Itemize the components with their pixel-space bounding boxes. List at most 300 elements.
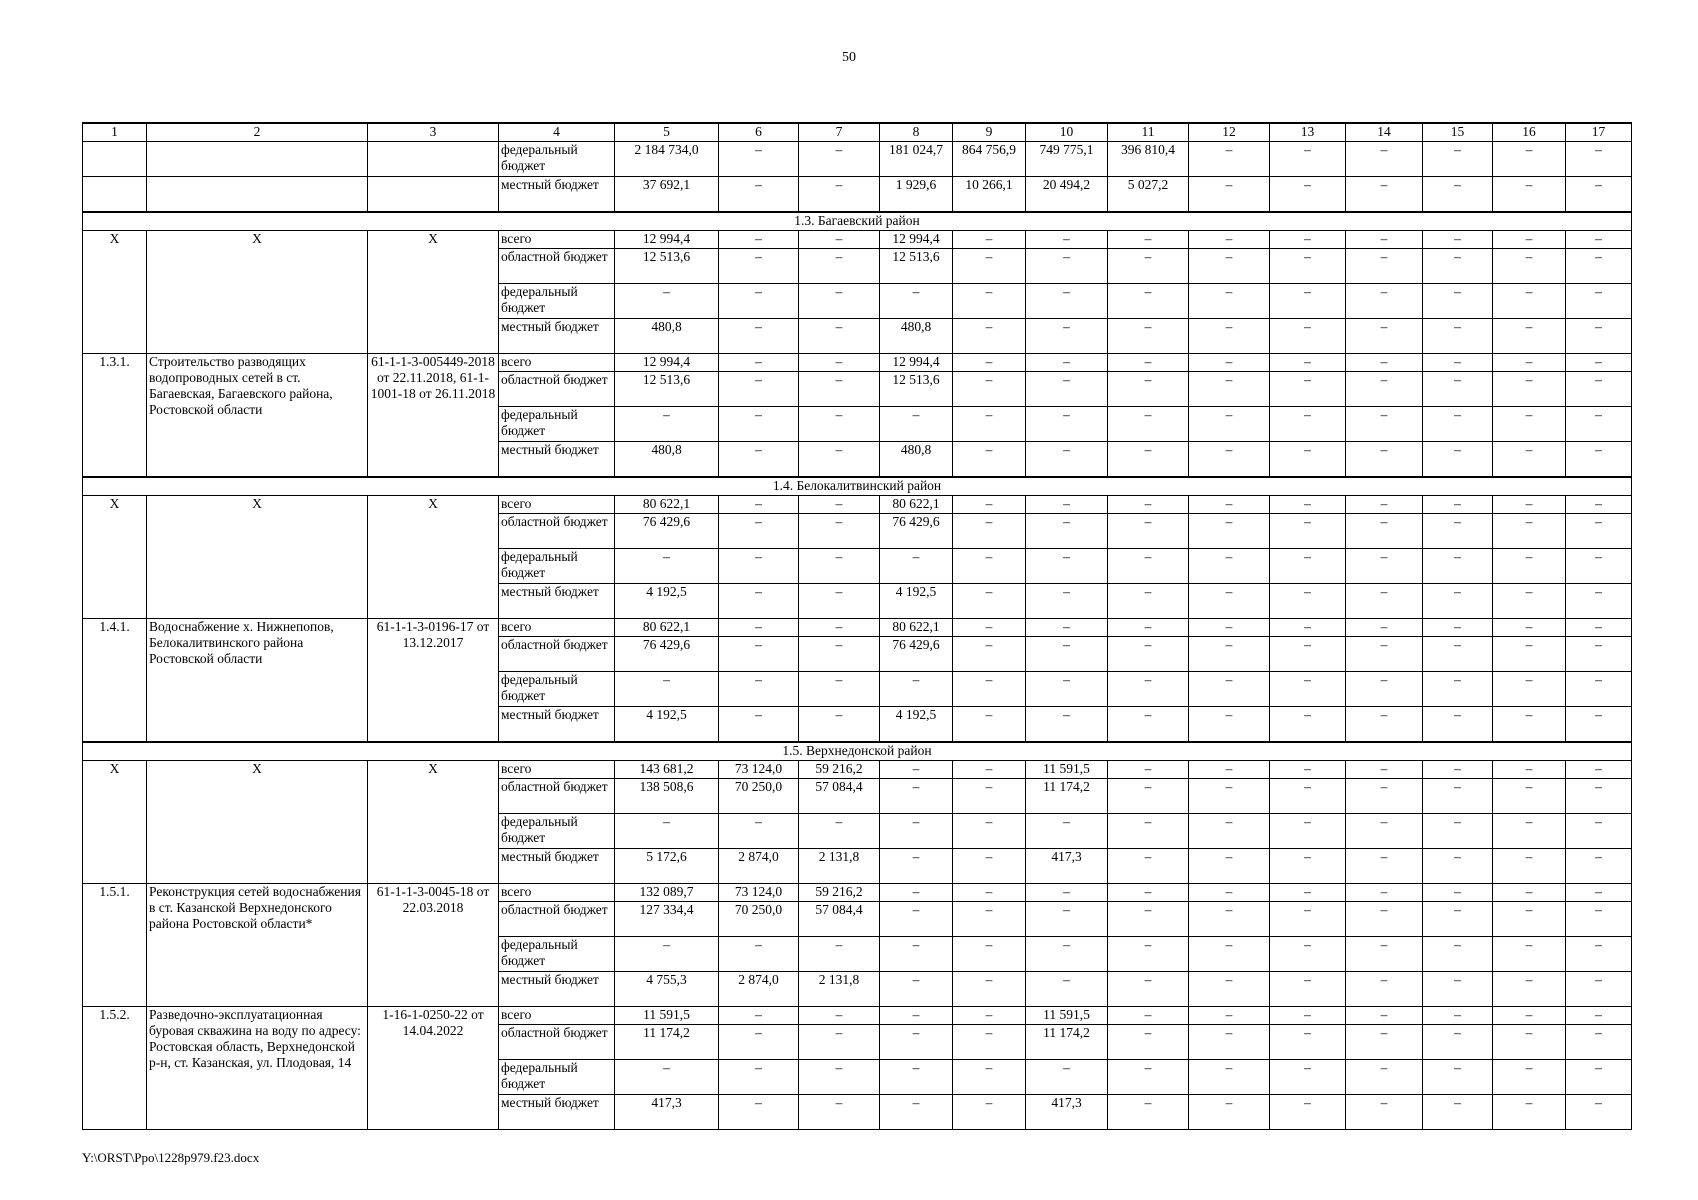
value-cell: – xyxy=(1270,849,1346,884)
value-cell: – xyxy=(615,814,719,849)
value-cell: – xyxy=(1566,937,1632,972)
value-cell: – xyxy=(1423,637,1493,672)
table-row xyxy=(83,619,1632,637)
document-reference: Х xyxy=(368,761,499,884)
value-cell: – xyxy=(1108,514,1189,549)
value-cell: – xyxy=(1108,372,1189,407)
value-cell: – xyxy=(1346,884,1423,902)
value-cell: – xyxy=(719,142,799,177)
value-cell: – xyxy=(799,407,880,442)
column-number: 7 xyxy=(799,123,880,142)
value-cell: – xyxy=(953,496,1026,514)
value-cell: – xyxy=(719,514,799,549)
value-cell: – xyxy=(1189,496,1270,514)
value-cell: 11 174,2 xyxy=(1026,1025,1108,1060)
value-cell: – xyxy=(1108,884,1189,902)
value-cell: – xyxy=(799,937,880,972)
value-cell: 11 591,5 xyxy=(1026,761,1108,779)
object-name: Х xyxy=(147,761,368,884)
value-cell: – xyxy=(1108,972,1189,1007)
value-cell: 181 024,7 xyxy=(880,142,953,177)
value-cell: – xyxy=(1026,1060,1108,1095)
value-cell: – xyxy=(953,1007,1026,1025)
value-cell: – xyxy=(1270,496,1346,514)
column-number: 1 xyxy=(83,123,147,142)
value-cell: – xyxy=(1493,442,1566,478)
value-cell: 37 692,1 xyxy=(615,177,719,213)
value-cell: – xyxy=(1566,637,1632,672)
value-cell: – xyxy=(1493,231,1566,249)
section-title: 1.3. Багаевский район xyxy=(83,212,1632,231)
value-cell: – xyxy=(799,549,880,584)
value-cell: – xyxy=(799,284,880,319)
funding-source: местный бюджет xyxy=(499,584,615,619)
value-cell: – xyxy=(615,1060,719,1095)
value-cell: – xyxy=(1189,972,1270,1007)
value-cell: – xyxy=(1189,672,1270,707)
value-cell: 70 250,0 xyxy=(719,902,799,937)
value-cell: – xyxy=(1566,549,1632,584)
funding-source: федеральный бюджет xyxy=(499,814,615,849)
value-cell: – xyxy=(1189,937,1270,972)
value-cell: – xyxy=(1346,549,1423,584)
value-cell: – xyxy=(1423,584,1493,619)
value-cell: 864 756,9 xyxy=(953,142,1026,177)
value-cell: – xyxy=(1108,779,1189,814)
value-cell: – xyxy=(1423,142,1493,177)
column-number: 14 xyxy=(1346,123,1423,142)
value-cell: – xyxy=(799,514,880,549)
value-cell: – xyxy=(799,1025,880,1060)
value-cell: – xyxy=(880,672,953,707)
funding-source: федеральный бюджет xyxy=(499,672,615,707)
value-cell: 127 334,4 xyxy=(615,902,719,937)
section-title: 1.5. Верхнедонской район xyxy=(83,742,1632,761)
value-cell: – xyxy=(953,284,1026,319)
funding-source: всего xyxy=(499,354,615,372)
value-cell: – xyxy=(1346,372,1423,407)
value-cell: – xyxy=(1346,619,1423,637)
value-cell: – xyxy=(1346,1060,1423,1095)
value-cell: – xyxy=(1423,284,1493,319)
column-number: 16 xyxy=(1493,123,1566,142)
value-cell: – xyxy=(953,972,1026,1007)
value-cell: – xyxy=(953,779,1026,814)
value-cell: – xyxy=(1423,496,1493,514)
value-cell: 417,3 xyxy=(1026,1095,1108,1130)
value-cell: 11 591,5 xyxy=(615,1007,719,1025)
value-cell: – xyxy=(1108,814,1189,849)
value-cell: – xyxy=(1566,354,1632,372)
value-cell: – xyxy=(1493,849,1566,884)
value-cell: – xyxy=(1026,319,1108,354)
column-number: 8 xyxy=(880,123,953,142)
document-reference: 61-1-1-3-0045-18 от 22.03.2018 xyxy=(368,884,499,1007)
value-cell: – xyxy=(799,372,880,407)
value-cell: – xyxy=(719,1025,799,1060)
value-cell: – xyxy=(1566,1025,1632,1060)
value-cell: – xyxy=(1493,1007,1566,1025)
value-cell: – xyxy=(1026,284,1108,319)
empty-cell xyxy=(147,177,368,213)
value-cell: – xyxy=(799,354,880,372)
value-cell: – xyxy=(719,407,799,442)
value-cell: – xyxy=(1270,1060,1346,1095)
value-cell: – xyxy=(1346,849,1423,884)
value-cell: – xyxy=(1566,672,1632,707)
value-cell: – xyxy=(1566,761,1632,779)
value-cell: – xyxy=(1108,707,1189,743)
column-number: 6 xyxy=(719,123,799,142)
column-number: 15 xyxy=(1423,123,1493,142)
value-cell: – xyxy=(1026,354,1108,372)
value-cell: – xyxy=(880,1025,953,1060)
value-cell: – xyxy=(1423,761,1493,779)
value-cell: 4 192,5 xyxy=(880,584,953,619)
funding-source: всего xyxy=(499,1007,615,1025)
value-cell: – xyxy=(953,372,1026,407)
document-reference: Х xyxy=(368,496,499,619)
funding-source: местный бюджет xyxy=(499,319,615,354)
value-cell: – xyxy=(1346,354,1423,372)
value-cell: – xyxy=(953,549,1026,584)
value-cell: – xyxy=(1493,354,1566,372)
value-cell: – xyxy=(1108,549,1189,584)
value-cell: – xyxy=(615,549,719,584)
value-cell: – xyxy=(1566,372,1632,407)
value-cell: – xyxy=(1026,972,1108,1007)
empty-cell xyxy=(83,142,147,177)
funding-source: федеральный бюджет xyxy=(499,1060,615,1095)
value-cell: – xyxy=(1423,354,1493,372)
value-cell: 480,8 xyxy=(615,319,719,354)
value-cell: 76 429,6 xyxy=(615,514,719,549)
value-cell: – xyxy=(1346,761,1423,779)
empty-cell xyxy=(83,177,147,213)
value-cell: – xyxy=(1423,902,1493,937)
value-cell: – xyxy=(1108,1095,1189,1130)
value-cell: – xyxy=(719,672,799,707)
value-cell: 4 192,5 xyxy=(880,707,953,743)
value-cell: – xyxy=(953,354,1026,372)
value-cell: – xyxy=(1493,814,1566,849)
value-cell: – xyxy=(1108,231,1189,249)
value-cell: – xyxy=(1108,937,1189,972)
value-cell: – xyxy=(799,707,880,743)
value-cell: – xyxy=(1566,407,1632,442)
value-cell: – xyxy=(1493,937,1566,972)
value-cell: 57 084,4 xyxy=(799,779,880,814)
empty-cell xyxy=(147,142,368,177)
value-cell: – xyxy=(1346,779,1423,814)
value-cell: 11 174,2 xyxy=(615,1025,719,1060)
value-cell: – xyxy=(1270,637,1346,672)
value-cell: – xyxy=(1189,1007,1270,1025)
column-number: 11 xyxy=(1108,123,1189,142)
value-cell: – xyxy=(953,619,1026,637)
value-cell: – xyxy=(1108,584,1189,619)
item-number: Х xyxy=(83,231,147,354)
value-cell: 11 591,5 xyxy=(1026,1007,1108,1025)
value-cell: – xyxy=(799,1060,880,1095)
value-cell: – xyxy=(799,1007,880,1025)
item-number: 1.4.1. xyxy=(83,619,147,743)
value-cell: – xyxy=(719,637,799,672)
value-cell: 2 874,0 xyxy=(719,849,799,884)
value-cell: – xyxy=(880,407,953,442)
value-cell: – xyxy=(1270,619,1346,637)
value-cell: – xyxy=(1346,231,1423,249)
funding-source: всего xyxy=(499,231,615,249)
funding-source: федеральный бюджет xyxy=(499,142,615,177)
value-cell: 2 874,0 xyxy=(719,972,799,1007)
value-cell: – xyxy=(1026,707,1108,743)
value-cell: – xyxy=(1270,177,1346,213)
value-cell: – xyxy=(953,319,1026,354)
value-cell: – xyxy=(799,249,880,284)
value-cell: – xyxy=(1566,884,1632,902)
funding-source: федеральный бюджет xyxy=(499,549,615,584)
value-cell: – xyxy=(1423,1060,1493,1095)
value-cell: – xyxy=(1566,442,1632,478)
value-cell: 12 994,4 xyxy=(880,231,953,249)
value-cell: – xyxy=(1270,142,1346,177)
value-cell: – xyxy=(953,1025,1026,1060)
value-cell: – xyxy=(1493,619,1566,637)
value-cell: – xyxy=(1566,231,1632,249)
value-cell: – xyxy=(1423,319,1493,354)
value-cell: – xyxy=(615,284,719,319)
table-row xyxy=(83,1007,1632,1025)
column-number: 10 xyxy=(1026,123,1108,142)
value-cell: – xyxy=(1423,884,1493,902)
value-cell: 12 994,4 xyxy=(615,354,719,372)
value-cell: – xyxy=(719,619,799,637)
funding-source: областной бюджет xyxy=(499,637,615,672)
value-cell: – xyxy=(799,672,880,707)
value-cell: – xyxy=(1346,1095,1423,1130)
value-cell: – xyxy=(1270,814,1346,849)
value-cell: – xyxy=(880,972,953,1007)
value-cell: – xyxy=(1493,902,1566,937)
value-cell: – xyxy=(1108,496,1189,514)
section-row xyxy=(83,212,1632,231)
value-cell: – xyxy=(1493,496,1566,514)
funding-source: областной бюджет xyxy=(499,514,615,549)
value-cell: – xyxy=(1346,442,1423,478)
value-cell: – xyxy=(1423,549,1493,584)
value-cell: – xyxy=(1423,814,1493,849)
value-cell: – xyxy=(1189,284,1270,319)
value-cell: 417,3 xyxy=(615,1095,719,1130)
value-cell: – xyxy=(1566,849,1632,884)
document-reference: 61-1-1-3-005449-2018 от 22.11.2018, 61-1-1001-18 от 26.11.2018 xyxy=(368,354,499,478)
value-cell: – xyxy=(1566,584,1632,619)
value-cell: – xyxy=(1108,407,1189,442)
value-cell: 12 513,6 xyxy=(615,372,719,407)
value-cell: – xyxy=(1108,354,1189,372)
document-reference: 1-16-1-0250-22 от 14.04.2022 xyxy=(368,1007,499,1130)
funding-source: областной бюджет xyxy=(499,249,615,284)
value-cell: – xyxy=(719,372,799,407)
funding-source: федеральный бюджет xyxy=(499,284,615,319)
value-cell: – xyxy=(719,249,799,284)
value-cell: – xyxy=(1566,1060,1632,1095)
value-cell: – xyxy=(1493,779,1566,814)
value-cell: – xyxy=(1108,319,1189,354)
value-cell: – xyxy=(1270,372,1346,407)
value-cell: – xyxy=(1189,902,1270,937)
value-cell: – xyxy=(1423,1025,1493,1060)
value-cell: 11 174,2 xyxy=(1026,779,1108,814)
table-row xyxy=(83,142,1632,177)
value-cell: – xyxy=(1423,1007,1493,1025)
funding-source: всего xyxy=(499,761,615,779)
value-cell: – xyxy=(1270,672,1346,707)
value-cell: – xyxy=(880,549,953,584)
value-cell: – xyxy=(719,1095,799,1130)
value-cell: – xyxy=(1493,407,1566,442)
value-cell: – xyxy=(1493,972,1566,1007)
column-number: 3 xyxy=(368,123,499,142)
document-reference: 61-1-1-3-0196-17 от 13.12.2017 xyxy=(368,619,499,743)
value-cell: 70 250,0 xyxy=(719,779,799,814)
value-cell: – xyxy=(1566,814,1632,849)
value-cell: – xyxy=(1270,442,1346,478)
value-cell: – xyxy=(615,407,719,442)
value-cell: – xyxy=(1026,372,1108,407)
value-cell: – xyxy=(799,637,880,672)
value-cell: – xyxy=(1026,672,1108,707)
value-cell: – xyxy=(1189,584,1270,619)
value-cell: – xyxy=(1493,284,1566,319)
value-cell: – xyxy=(1026,407,1108,442)
value-cell: – xyxy=(953,637,1026,672)
value-cell: – xyxy=(953,902,1026,937)
value-cell: – xyxy=(953,514,1026,549)
value-cell: – xyxy=(1493,549,1566,584)
value-cell: – xyxy=(1189,884,1270,902)
value-cell: – xyxy=(1423,937,1493,972)
value-cell: – xyxy=(1270,584,1346,619)
value-cell: – xyxy=(1270,549,1346,584)
value-cell: – xyxy=(799,231,880,249)
value-cell: – xyxy=(1189,372,1270,407)
value-cell: – xyxy=(719,707,799,743)
value-cell: – xyxy=(1270,1007,1346,1025)
value-cell: – xyxy=(615,672,719,707)
funding-source: местный бюджет xyxy=(499,972,615,1007)
value-cell: 480,8 xyxy=(615,442,719,478)
value-cell: – xyxy=(1423,177,1493,213)
value-cell: – xyxy=(1270,902,1346,937)
value-cell: – xyxy=(1423,442,1493,478)
value-cell: – xyxy=(799,177,880,213)
funding-source: местный бюджет xyxy=(499,1095,615,1130)
value-cell: – xyxy=(1566,779,1632,814)
value-cell: – xyxy=(1493,1025,1566,1060)
value-cell: – xyxy=(719,177,799,213)
item-number: 1.5.2. xyxy=(83,1007,147,1130)
value-cell: 80 622,1 xyxy=(615,496,719,514)
value-cell: – xyxy=(1423,249,1493,284)
page-number: 50 xyxy=(842,50,856,65)
funding-source: местный бюджет xyxy=(499,177,615,213)
value-cell: – xyxy=(1493,637,1566,672)
value-cell: – xyxy=(1189,319,1270,354)
value-cell: – xyxy=(953,442,1026,478)
value-cell: – xyxy=(1270,249,1346,284)
value-cell: 2 131,8 xyxy=(799,849,880,884)
value-cell: – xyxy=(1566,1095,1632,1130)
value-cell: – xyxy=(1026,549,1108,584)
value-cell: – xyxy=(719,354,799,372)
column-number: 12 xyxy=(1189,123,1270,142)
value-cell: – xyxy=(1189,849,1270,884)
value-cell: – xyxy=(799,319,880,354)
value-cell: – xyxy=(1346,284,1423,319)
value-cell: – xyxy=(1566,319,1632,354)
value-cell: – xyxy=(1346,902,1423,937)
value-cell: – xyxy=(953,672,1026,707)
table-row xyxy=(83,231,1632,249)
value-cell: – xyxy=(1346,142,1423,177)
value-cell: – xyxy=(1189,707,1270,743)
value-cell: – xyxy=(719,1007,799,1025)
value-cell: – xyxy=(1026,584,1108,619)
value-cell: – xyxy=(1423,514,1493,549)
value-cell: – xyxy=(1189,514,1270,549)
value-cell: 749 775,1 xyxy=(1026,142,1108,177)
document-reference: Х xyxy=(368,231,499,354)
value-cell: – xyxy=(1493,884,1566,902)
value-cell: – xyxy=(1189,1095,1270,1130)
value-cell: – xyxy=(1189,231,1270,249)
value-cell: – xyxy=(719,814,799,849)
value-cell: – xyxy=(719,584,799,619)
value-cell: – xyxy=(1270,972,1346,1007)
value-cell: – xyxy=(1189,177,1270,213)
table-row xyxy=(83,761,1632,779)
funding-source: всего xyxy=(499,619,615,637)
value-cell: – xyxy=(1423,972,1493,1007)
item-number: 1.3.1. xyxy=(83,354,147,478)
value-cell: – xyxy=(1493,142,1566,177)
value-cell: – xyxy=(1270,407,1346,442)
value-cell: – xyxy=(1346,249,1423,284)
value-cell: – xyxy=(1189,779,1270,814)
section-row xyxy=(83,742,1632,761)
value-cell: – xyxy=(880,849,953,884)
value-cell: 59 216,2 xyxy=(799,761,880,779)
funding-source: федеральный бюджет xyxy=(499,937,615,972)
value-cell: 80 622,1 xyxy=(880,619,953,637)
value-cell: 59 216,2 xyxy=(799,884,880,902)
value-cell: – xyxy=(1346,672,1423,707)
value-cell: – xyxy=(1423,619,1493,637)
column-number: 5 xyxy=(615,123,719,142)
value-cell: – xyxy=(719,284,799,319)
value-cell: – xyxy=(1270,319,1346,354)
value-cell: – xyxy=(1026,231,1108,249)
value-cell: – xyxy=(1566,142,1632,177)
value-cell: – xyxy=(1270,231,1346,249)
value-cell: – xyxy=(1270,884,1346,902)
value-cell: – xyxy=(953,884,1026,902)
value-cell: 20 494,2 xyxy=(1026,177,1108,213)
value-cell: – xyxy=(1270,1095,1346,1130)
value-cell: – xyxy=(1423,672,1493,707)
